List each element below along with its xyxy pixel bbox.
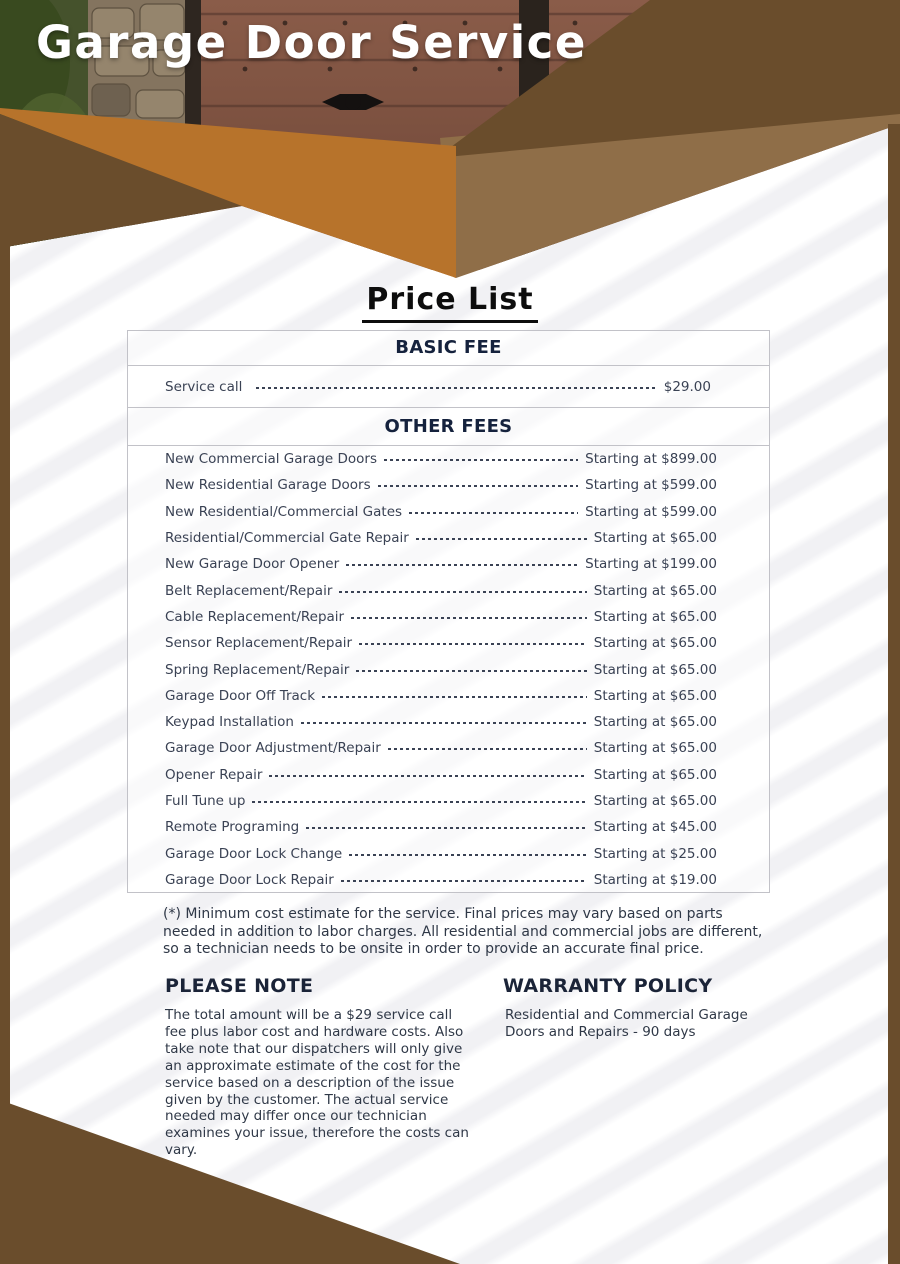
fee-price: Starting at $65.00	[593, 582, 717, 599]
dotted-leader	[409, 512, 578, 514]
fee-price: Starting at $65.00	[593, 766, 717, 783]
fee-row	[128, 735, 769, 761]
fee-name: New Residential Garage Doors	[165, 477, 371, 494]
basic-fee-heading: BASIC FEE	[128, 331, 769, 366]
fee-row	[128, 630, 769, 656]
dotted-leader	[359, 643, 587, 645]
dotted-leader	[349, 854, 587, 856]
fee-price: Starting at $19.00	[593, 871, 717, 888]
fee-name: Opener Repair	[165, 766, 263, 783]
dotted-leader	[384, 459, 578, 461]
disclaimer-text: (*) Minimum cost estimate for the service. Final prices may vary based on parts needed in addition to labor charges. All residential and commercial jobs are different, so a technician needs to be onsite in order to provide an accurate final price.	[163, 906, 763, 958]
fee-price: Starting at $65.00	[593, 793, 717, 809]
fee-price: Starting at $45.00	[593, 819, 717, 836]
fee-row	[128, 840, 769, 866]
fee-row	[128, 604, 769, 630]
fee-name: Remote Programing	[165, 819, 300, 836]
fee-row	[128, 472, 769, 498]
fee-row	[128, 709, 769, 735]
fee-name: Garage Door Off Track	[165, 687, 316, 704]
fee-name: Belt Replacement/Repair	[165, 582, 333, 599]
fee-row	[128, 499, 769, 525]
dotted-leader	[252, 801, 586, 803]
brand-title: Garage Door Service	[36, 16, 587, 69]
fee-row	[128, 683, 769, 709]
fee-name: Residential/Commercial Gate Repair	[165, 530, 409, 547]
fee-row	[128, 366, 769, 408]
fee-name: New Garage Door Opener	[165, 556, 340, 573]
dotted-leader	[269, 775, 586, 777]
fee-name: New Residential/Commercial Gates	[165, 503, 403, 520]
fee-price: Starting at $25.00	[593, 845, 717, 862]
dotted-leader	[351, 617, 587, 619]
fee-name: Sensor Replacement/Repair	[165, 635, 353, 652]
fee-price: Starting at $65.00	[593, 661, 717, 678]
dotted-leader	[346, 564, 578, 566]
fee-price: Starting at $599.00	[585, 477, 717, 494]
price-table	[127, 330, 770, 893]
fee-name: Service call	[165, 378, 243, 395]
fee-name: Garage Door Lock Repair	[165, 871, 334, 888]
fee-name: New Commercial Garage Doors	[165, 451, 377, 468]
please-note-heading: PLEASE NOTE	[165, 975, 314, 997]
fee-name: Keypad Installation	[165, 714, 294, 731]
fee-price: Starting at $65.00	[593, 530, 717, 547]
dotted-leader	[388, 748, 587, 750]
fee-row	[128, 446, 769, 472]
dotted-leader	[306, 827, 587, 829]
fee-row	[128, 525, 769, 551]
fee-name: Garage Door Lock Change	[165, 845, 343, 862]
fee-price: $29.00	[663, 378, 711, 395]
fee-name: Full Tune up	[165, 793, 246, 809]
fee-row	[128, 788, 769, 814]
fee-price: Starting at $599.00	[585, 503, 717, 520]
fee-name: Cable Replacement/Repair	[165, 608, 345, 625]
dotted-leader	[322, 696, 587, 698]
fee-name: Spring Replacement/Repair	[165, 661, 350, 678]
warranty-policy-body: Residential and Commercial Garage Doors and Repairs - 90 days	[505, 1007, 748, 1040]
dotted-leader	[356, 670, 586, 672]
fee-price: Starting at $899.00	[585, 451, 717, 468]
please-note-body: The total amount will be a $29 service call fee plus labor cost and hardware costs. Also take note that our dispatchers will only give an approximate estimate of the cost for the service based on a description of the issue given by the customer. The actual service needed may differ once our technician examines your issue, therefore the costs can vary.	[165, 1007, 469, 1159]
fee-price: Starting at $65.00	[593, 740, 717, 757]
fee-row	[128, 577, 769, 603]
dotted-leader	[339, 591, 586, 593]
fee-row	[128, 762, 769, 788]
fee-price: Starting at $65.00	[593, 714, 717, 731]
price-list-title: Price List	[0, 282, 900, 323]
dotted-leader	[378, 485, 579, 487]
fee-name: Garage Door Adjustment/Repair	[165, 740, 381, 757]
fee-row	[128, 867, 769, 893]
warranty-policy-heading: WARRANTY POLICY	[503, 975, 713, 997]
other-fees-list	[128, 446, 769, 893]
dotted-leader	[256, 387, 656, 389]
fee-price: Starting at $65.00	[593, 635, 717, 652]
other-fees-heading: OTHER FEES	[128, 408, 769, 446]
fee-row	[128, 814, 769, 840]
dotted-leader	[341, 880, 587, 882]
fee-price: Starting at $199.00	[585, 556, 717, 573]
fee-price: Starting at $65.00	[593, 608, 717, 625]
fee-row	[128, 551, 769, 577]
fee-row	[128, 656, 769, 682]
fee-price: Starting at $65.00	[593, 687, 717, 704]
dotted-leader	[416, 538, 587, 540]
dotted-leader	[301, 722, 587, 724]
